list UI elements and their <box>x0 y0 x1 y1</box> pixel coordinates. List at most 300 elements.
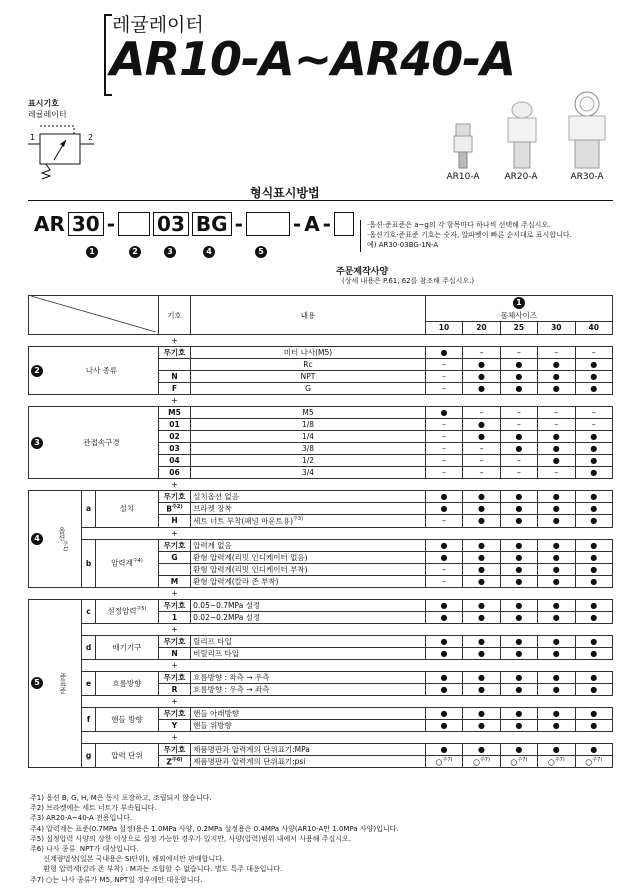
availability-mark: – <box>425 431 462 443</box>
availability-mark: ● <box>463 515 500 528</box>
availability-mark: – <box>500 467 537 479</box>
availability-mark: ● <box>538 563 575 575</box>
availability-mark: ● <box>575 371 613 383</box>
option-letter: b <box>81 539 95 587</box>
page-subtitle: 레귤레이터 <box>112 14 204 36</box>
regulator-symbol-icon <box>26 120 96 182</box>
plus-row <box>29 527 613 539</box>
row-content: 세트 너트 부착(패널 마운트용)$^{주3)}$ <box>191 515 426 528</box>
semi-marker <box>29 599 46 767</box>
gap-cell <box>29 587 159 599</box>
row-content: 브라켓 장착 <box>191 503 426 515</box>
gap-cell <box>191 395 613 407</box>
availability-mark: ● <box>538 575 575 587</box>
availability-mark: – <box>463 407 500 419</box>
footnote: 주5) 설정압력 사양의 상한 이상으로 설정 가능한 경우가 있지만, 사양(압력)범위 내에서 사용해 주십시오. <box>30 834 352 843</box>
option-letter: d <box>81 635 95 659</box>
options-label: 옵션$^{주1)}$ <box>45 491 81 588</box>
availability-mark: ● <box>575 359 613 371</box>
row-code: $B^{주2)}$ <box>158 503 190 515</box>
footnotes <box>30 793 630 885</box>
plus-row <box>29 731 613 743</box>
product-name-ar30: AR30-A <box>570 172 604 182</box>
availability-mark: ● <box>500 515 537 528</box>
row-content: 제품명판과 압력계의 단위표기:MPa <box>191 743 426 755</box>
availability-mark: – <box>538 407 575 419</box>
plus-sign: + <box>171 624 178 634</box>
row-content: 핸들 위방향 <box>191 719 426 731</box>
gap-cell <box>29 395 159 407</box>
table-row <box>29 599 613 611</box>
table-row <box>29 671 613 683</box>
row-code: 무기호 <box>158 347 190 359</box>
availability-mark: ● <box>500 359 537 371</box>
availability-mark: ● <box>463 503 500 515</box>
size-header: 10 <box>425 321 462 334</box>
availability-mark: ● <box>538 503 575 515</box>
availability-mark: ● <box>538 635 575 647</box>
availability-mark: ● <box>463 383 500 395</box>
availability-mark: ● <box>575 683 613 695</box>
footnote: 주3) AR20-A~40-A 전용입니다. <box>30 814 133 823</box>
option-name-note: 주4) <box>132 558 143 565</box>
options-note: 주1) <box>62 540 69 551</box>
gap-cell <box>191 479 613 491</box>
mark-note: 주7) <box>442 756 453 763</box>
availability-mark: ● <box>425 683 462 695</box>
availability-mark: ● <box>575 503 613 515</box>
row-content: 핸들 아래방향 <box>191 707 426 719</box>
row-code-note: 주2) <box>172 504 183 511</box>
row-code <box>158 359 190 371</box>
row-code: 02 <box>158 431 190 443</box>
availability-mark: – <box>575 419 613 431</box>
row-code: 06 <box>158 467 190 479</box>
availability-mark: – <box>538 467 575 479</box>
availability-mark: ● <box>500 707 537 719</box>
size-header: 40 <box>575 321 613 334</box>
availability-mark: ● <box>463 707 500 719</box>
availability-mark: – <box>463 443 500 455</box>
availability-mark: – <box>463 467 500 479</box>
availability-mark: ● <box>575 539 613 551</box>
row-content: 비릴리프 타입 <box>191 647 426 659</box>
gap-cell <box>29 335 159 347</box>
availability-mark: ● <box>575 635 613 647</box>
availability-mark: ● <box>500 599 537 611</box>
code-prefix: AR <box>34 212 65 236</box>
plus-row <box>29 695 613 707</box>
availability-mark: ● <box>425 719 462 731</box>
availability-mark: – <box>425 371 462 383</box>
row-content-note: 주3) <box>293 516 304 522</box>
option-name-note: 주5) <box>136 606 147 613</box>
availability-mark: ● <box>575 455 613 467</box>
order-made-note: (상세 내용은 P.61, 62를 참조해 주십시오.) <box>342 277 475 285</box>
availability-mark: – <box>463 347 500 359</box>
row-code: G <box>158 551 190 563</box>
availability-mark: ● <box>538 743 575 755</box>
availability-mark: ● <box>425 743 462 755</box>
footnote: 주2) 브라켓에는 세트 너트가 부속됩니다. <box>30 804 157 813</box>
gap-cell <box>191 335 613 347</box>
footnote: 환형 압력계(칼라 존 부착) : M과는 조합할 수 없습니다. 별도 특주 대응입니다. <box>30 865 283 874</box>
option-letter: e <box>81 671 95 695</box>
semi-marker-badge: 5 <box>31 677 43 689</box>
availability-mark: – <box>500 407 537 419</box>
row-code: 무기호 <box>158 743 190 755</box>
availability-mark: ○$^{주7)}$ <box>463 755 500 767</box>
row-code: 무기호 <box>158 635 190 647</box>
ordering-note-1: ·옵션·준표준은 a~g의 각 항목마다 하나씩 선택해 주십시오. <box>367 221 551 229</box>
availability-mark: ● <box>575 575 613 587</box>
availability-mark: – <box>500 419 537 431</box>
option-name: 압력계$^{주4)}$ <box>96 539 159 587</box>
size-header: 25 <box>500 321 537 334</box>
row-content: 환형 압력계(칼라 존 부착) <box>191 575 426 587</box>
availability-mark: ● <box>500 743 537 755</box>
availability-mark: ● <box>538 599 575 611</box>
availability-mark: ● <box>538 359 575 371</box>
marker-2: 2 <box>129 246 141 258</box>
code-suffix-a: A <box>304 212 320 236</box>
table-row <box>29 635 613 647</box>
group-name: 나사 종류 <box>45 347 158 395</box>
row-content: 1/2 <box>191 455 426 467</box>
row-content: G <box>191 383 426 395</box>
marker-3: 3 <box>164 246 176 258</box>
availability-mark: – <box>538 419 575 431</box>
row-code: 무기호 <box>158 599 190 611</box>
option-name: 압력 단위 <box>96 743 159 767</box>
code-order-made-box <box>334 212 354 236</box>
availability-mark: ○$^{주7)}$ <box>538 755 575 767</box>
gap-cell <box>29 479 159 491</box>
code-option-box: BG <box>192 212 232 236</box>
availability-mark: ● <box>538 707 575 719</box>
row-code: 01 <box>158 419 190 431</box>
mark-note: 주7) <box>554 756 565 763</box>
plus-row <box>29 479 613 491</box>
product-name-ar20: AR20-A <box>504 172 538 182</box>
options-marker <box>29 491 46 588</box>
gap-cell <box>191 587 613 599</box>
availability-mark: ● <box>463 563 500 575</box>
size-header: 30 <box>538 321 575 334</box>
row-code-note: 주6) <box>171 756 183 763</box>
table-row <box>29 743 613 755</box>
option-letter: a <box>81 491 95 528</box>
row-content: 3/4 <box>191 467 426 479</box>
availability-mark: ○$^{주7)}$ <box>500 755 537 767</box>
availability-mark: ○$^{주7)}$ <box>575 755 613 767</box>
availability-mark: ● <box>575 707 613 719</box>
plus-row <box>29 335 613 347</box>
symbol-sublabel: 레귤레이터 <box>28 110 67 119</box>
plus-row <box>29 623 613 635</box>
table-row <box>29 407 613 419</box>
availability-mark: – <box>538 347 575 359</box>
availability-mark: ● <box>425 539 462 551</box>
mark-note: 주7) <box>592 756 603 763</box>
availability-mark: ● <box>463 683 500 695</box>
availability-mark: ● <box>463 635 500 647</box>
footnote: 주4) 압력계는 표준(0.7MPa 설정)용은 1.0MPa 사양, 0.2MPa 설정용은 0.4MPa 사양(AR10-A만 1.0MPa 사양)입니다. <box>30 824 399 833</box>
gap-cell <box>191 695 613 707</box>
row-content: Rc <box>191 359 426 371</box>
row-content: 0.02~0.2MPa 설정 <box>191 611 426 623</box>
code-port-box: 03 <box>153 212 189 236</box>
order-made-label: 주문제작사양 <box>336 267 389 277</box>
availability-mark: ● <box>425 503 462 515</box>
row-content: 0.05~0.7MPa 설정 <box>191 599 426 611</box>
availability-mark: ● <box>575 599 613 611</box>
row-content: M5 <box>191 407 426 419</box>
header-code: 기호 <box>158 296 190 335</box>
spec-table <box>28 295 613 768</box>
availability-mark: ● <box>538 551 575 563</box>
gap-cell <box>191 659 613 671</box>
availability-mark: ● <box>463 491 500 503</box>
availability-mark: ● <box>425 707 462 719</box>
table-row <box>29 539 613 551</box>
table-row <box>29 491 613 503</box>
availability-mark: – <box>425 515 462 528</box>
availability-mark: ● <box>425 347 462 359</box>
code-thread-box <box>118 212 150 236</box>
availability-mark: ● <box>500 683 537 695</box>
option-letter: g <box>81 743 95 767</box>
availability-mark: ● <box>500 551 537 563</box>
availability-mark: – <box>425 419 462 431</box>
row-content: 환형 압력계(리밋 인디케이터 부착) <box>191 563 426 575</box>
availability-mark: ● <box>500 491 537 503</box>
header-diagonal-cell <box>29 296 159 335</box>
symbol-label: 표시기호 <box>28 99 59 108</box>
row-code: N <box>158 647 190 659</box>
availability-mark: ● <box>538 647 575 659</box>
plus-sign: + <box>171 588 178 598</box>
plus-row <box>29 659 613 671</box>
availability-mark: ● <box>500 383 537 395</box>
row-content: 제품명판과 압력계의 단위표기:psi <box>191 755 426 767</box>
availability-mark: ● <box>425 671 462 683</box>
availability-mark: ● <box>500 443 537 455</box>
availability-mark: ● <box>538 443 575 455</box>
row-content: 환형 압력계(리밋 인디케이터 없음) <box>191 551 426 563</box>
availability-mark: ● <box>463 671 500 683</box>
option-name: 핸들 방향 <box>96 707 159 731</box>
product-name-ar10: AR10-A <box>446 172 480 182</box>
row-content: 1/4 <box>191 431 426 443</box>
availability-mark: ● <box>538 671 575 683</box>
ordering-note-box <box>360 220 617 252</box>
section-divider <box>28 200 613 201</box>
option-name: 설치 <box>96 491 159 528</box>
size-header: 20 <box>463 321 500 334</box>
availability-mark: ● <box>425 551 462 563</box>
availability-mark: ● <box>538 683 575 695</box>
row-code: F <box>158 383 190 395</box>
availability-mark: ● <box>463 539 500 551</box>
code-dash-1: - <box>106 212 116 236</box>
availability-mark: ● <box>538 515 575 528</box>
row-code: M <box>158 575 190 587</box>
availability-mark: – <box>500 347 537 359</box>
availability-mark: – <box>575 407 613 419</box>
row-content: 흐름방향 : 좌측 → 우측 <box>191 671 426 683</box>
header-content: 내용 <box>191 296 426 335</box>
plus-sign: + <box>171 528 178 538</box>
availability-mark: ● <box>500 539 537 551</box>
availability-mark: ● <box>425 647 462 659</box>
availability-mark: ● <box>538 491 575 503</box>
diagonal-line-icon <box>31 296 156 332</box>
availability-mark: ● <box>463 611 500 623</box>
availability-mark: ● <box>463 431 500 443</box>
row-code: $Z^{주6)}$ <box>158 755 190 767</box>
row-code: 무기호 <box>158 707 190 719</box>
ordering-note-2: ·옵션기호·준표준 기호는 숫자, 알파벳이 빠른 순서대로 표시합니다. <box>367 231 572 239</box>
availability-mark: ● <box>500 575 537 587</box>
spec-table-body <box>29 296 613 768</box>
option-name: 설정압력$^{주5)}$ <box>96 599 159 623</box>
availability-mark: ● <box>575 563 613 575</box>
group-name: 관접속구경 <box>45 407 158 479</box>
row-code: 03 <box>158 443 190 455</box>
group-marker <box>29 407 46 479</box>
group-marker <box>29 347 46 395</box>
plus-sign: + <box>171 696 178 706</box>
code-semi-box <box>246 212 290 236</box>
availability-mark: ● <box>575 671 613 683</box>
row-code: Y <box>158 719 190 731</box>
footnote: 주7) ○는 나사 종류가 M5, NPT일 경우에만 대응합니다. <box>30 875 203 884</box>
availability-mark: ● <box>463 419 500 431</box>
code-size-box: 30 <box>68 212 104 236</box>
row-code: M5 <box>158 407 190 419</box>
availability-mark: ● <box>575 611 613 623</box>
availability-mark: ● <box>425 491 462 503</box>
row-content: 압력계 없음 <box>191 539 426 551</box>
semi-label: 준표준 <box>45 599 81 767</box>
availability-mark: ● <box>425 635 462 647</box>
mark-note: 주7) <box>479 756 490 763</box>
availability-mark: ● <box>463 575 500 587</box>
availability-mark: ● <box>500 635 537 647</box>
gap-cell <box>191 731 613 743</box>
availability-mark: ● <box>575 551 613 563</box>
row-content: 미터 나사(M5) <box>191 347 426 359</box>
row-code: H <box>158 515 190 528</box>
availability-mark: – <box>425 455 462 467</box>
group-marker-badge: 2 <box>31 365 43 377</box>
availability-mark: – <box>425 383 462 395</box>
availability-mark: ● <box>538 383 575 395</box>
plus-sign: + <box>171 480 178 489</box>
availability-mark: ● <box>575 431 613 443</box>
row-content: 3/8 <box>191 443 426 455</box>
row-code <box>158 563 190 575</box>
gap-cell <box>191 623 613 635</box>
row-code: 무기호 <box>158 671 190 683</box>
gap-cell <box>81 623 158 635</box>
availability-mark: ● <box>500 671 537 683</box>
availability-mark: ● <box>425 611 462 623</box>
availability-mark: ● <box>538 455 575 467</box>
row-code: N <box>158 371 190 383</box>
availability-mark: ● <box>463 371 500 383</box>
availability-mark: ● <box>463 599 500 611</box>
plus-sign: + <box>171 732 178 742</box>
availability-mark: ● <box>575 647 613 659</box>
availability-mark: – <box>500 455 537 467</box>
plus-sign: + <box>171 336 178 345</box>
availability-mark: – <box>463 455 500 467</box>
availability-mark: – <box>425 575 462 587</box>
availability-mark: ● <box>538 719 575 731</box>
availability-mark: ● <box>575 491 613 503</box>
availability-mark: – <box>575 347 613 359</box>
ordering-code <box>34 212 354 236</box>
row-code: 무기호 <box>158 491 190 503</box>
gap-cell <box>81 659 158 671</box>
mark-note: 주7) <box>517 756 528 763</box>
availability-mark: ● <box>500 719 537 731</box>
row-content: NPT <box>191 371 426 383</box>
availability-mark: ● <box>538 539 575 551</box>
row-code: 무기호 <box>158 539 190 551</box>
availability-mark: ● <box>538 611 575 623</box>
table-row <box>29 707 613 719</box>
code-dash-4: - <box>322 212 331 236</box>
options-marker-badge: 4 <box>31 533 43 545</box>
code-dash-3: - <box>292 212 302 236</box>
row-content: 설치옵션 없음 <box>191 491 426 503</box>
page-title: AR10-A~AR40-A <box>110 32 515 86</box>
availability-mark: ● <box>463 719 500 731</box>
marker-5: 5 <box>255 246 267 258</box>
plus-sign: + <box>171 660 178 670</box>
availability-mark: ● <box>575 467 613 479</box>
option-name: 배기기구 <box>96 635 159 659</box>
ar30-product-image <box>565 90 609 170</box>
availability-mark: ● <box>575 719 613 731</box>
plus-row <box>29 395 613 407</box>
gap-cell <box>81 731 158 743</box>
gap-cell <box>191 527 613 539</box>
option-letter: f <box>81 707 95 731</box>
group-marker-badge: 3 <box>31 437 43 449</box>
availability-mark: ● <box>463 359 500 371</box>
footnote: 주1) 옵션 B, G, H, M은 동시 포장하고, 조립되지 않습니다. <box>30 794 212 802</box>
symbol-port-2: 2 <box>88 133 94 142</box>
row-content: 흐름방향 : 우측 → 좌측 <box>191 683 426 695</box>
marker-1: 1 <box>86 246 98 258</box>
ordering-note-3: 예) AR30-03BG-1N-A <box>367 241 439 249</box>
ar20-product-image <box>504 100 540 170</box>
row-code: 1 <box>158 611 190 623</box>
availability-mark: – <box>425 443 462 455</box>
gap-cell <box>81 527 158 539</box>
availability-mark: – <box>425 467 462 479</box>
availability-mark: ● <box>463 743 500 755</box>
plus-row <box>29 587 613 599</box>
availability-mark: ○$^{주7)}$ <box>425 755 462 767</box>
row-code: R <box>158 683 190 695</box>
availability-mark: ● <box>425 599 462 611</box>
plus-sign: + <box>171 396 178 405</box>
